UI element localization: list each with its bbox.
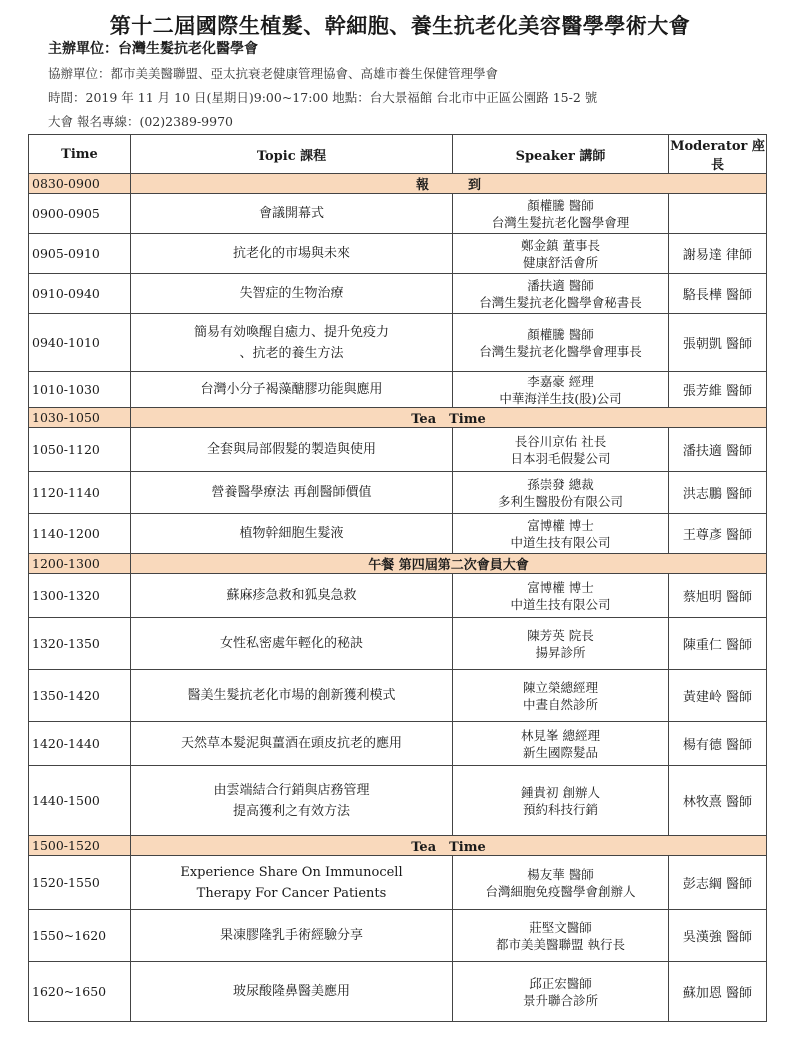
- break-label: 午餐 第四屆第二次會員大會: [131, 554, 767, 574]
- header-speaker: Speaker 講師: [453, 135, 669, 174]
- row-moderator: 謝易達 律師: [669, 234, 767, 274]
- row-topic: [131, 234, 453, 274]
- row-speaker: [453, 234, 669, 274]
- row-moderator: 潘扶適 醫師: [669, 428, 767, 472]
- row-time: 0830-0900: [29, 174, 131, 194]
- row-time: 1030-1050: [29, 408, 131, 428]
- row-time: 0940-1010: [29, 314, 131, 372]
- speaker-line: 林見峯 總經理: [521, 727, 600, 743]
- table-row: [29, 428, 767, 472]
- row-speaker: [453, 962, 669, 1022]
- speaker-line: 中晝自然診所: [522, 696, 598, 712]
- row-time: 0900-0905: [29, 194, 131, 234]
- row-time: 1200-1300: [29, 554, 131, 574]
- row-time: 1300-1320: [29, 574, 131, 618]
- row-topic: [131, 766, 453, 836]
- topic-line: 台灣小分子褐藻醣膠功能與應用: [200, 382, 383, 397]
- header-moderator: Moderator 座長: [669, 135, 767, 174]
- row-time: 1500-1520: [29, 836, 131, 856]
- topic-line: 天然草本髮泥與薑酒在頭皮抗老的應用: [180, 736, 402, 751]
- speaker-line: 中華海洋生技(股)公司: [499, 390, 622, 406]
- row-moderator: 陳重仁 醫師: [669, 618, 767, 670]
- row-topic: [131, 372, 453, 408]
- row-moderator: 蔡旭明 醫師: [669, 574, 767, 618]
- table-row: [29, 234, 767, 274]
- row-topic: [131, 574, 453, 618]
- row-speaker: [453, 274, 669, 314]
- speaker-line: 中道生技有限公司: [510, 596, 611, 612]
- header-topic: Topic 課程: [131, 135, 453, 174]
- break-label: 報 到: [131, 174, 767, 194]
- row-moderator: 駱長樺 醫師: [669, 274, 767, 314]
- time-place-line: 時間：2019 年 11 月 10 日(星期日)9:00~17:00 地點：台大景福館 台北市中正區公園路 15-2 號: [48, 90, 598, 105]
- row-topic: [131, 314, 453, 372]
- row-topic: [131, 618, 453, 670]
- speaker-line: 富博權 博士: [527, 579, 594, 595]
- topic-line: Experience Share On Immunocell: [180, 864, 403, 880]
- row-moderator: 楊有德 醫師: [669, 722, 767, 766]
- row-speaker: [453, 194, 669, 234]
- break-label: Tea Time: [131, 836, 767, 856]
- table-row: [29, 910, 767, 962]
- break-row: [29, 554, 767, 574]
- table-row: [29, 856, 767, 910]
- row-moderator: 王尊彥 醫師: [669, 514, 767, 554]
- schedule-body: [29, 174, 767, 1022]
- topic-line: 玻尿酸隆鼻醫美應用: [232, 984, 350, 999]
- row-speaker: [453, 372, 669, 408]
- row-moderator: 林牧熹 醫師: [669, 766, 767, 836]
- speaker-line: 台灣細胞免疫醫學會創辦人: [485, 883, 636, 899]
- row-moderator: 張朝凱 醫師: [669, 314, 767, 372]
- speaker-line: 潘扶適 醫師: [527, 277, 594, 293]
- table-row: [29, 314, 767, 372]
- row-speaker: [453, 428, 669, 472]
- speaker-line: 新生國際髮品: [522, 744, 598, 760]
- row-time: 1010-1030: [29, 372, 131, 408]
- table-row: [29, 670, 767, 722]
- row-topic: [131, 194, 453, 234]
- speaker-line: 楊友華 醫師: [527, 866, 594, 882]
- speaker-line: 台灣生髮抗老化醫學會理事長: [479, 343, 642, 359]
- speaker-line: 台灣生髮抗老化醫學會秘書長: [479, 294, 642, 310]
- topic-line: 提高獲利之有效方法: [232, 803, 350, 819]
- speaker-line: 孫崇發 總裁: [527, 476, 594, 492]
- row-topic: [131, 670, 453, 722]
- row-time: 1550~1620: [29, 910, 131, 962]
- row-speaker: [453, 722, 669, 766]
- table-row: [29, 372, 767, 408]
- row-speaker: [453, 514, 669, 554]
- topic-line: 醫美生髮抗老化市場的創新獲利模式: [187, 688, 396, 703]
- row-speaker: [453, 766, 669, 836]
- row-topic: [131, 910, 453, 962]
- row-moderator: 蘇加恩 醫師: [669, 962, 767, 1022]
- break-label: Tea Time: [131, 408, 767, 428]
- row-time: 1120-1140: [29, 472, 131, 514]
- co-organizer-line: 協辦單位：都市美美醫聯盟、亞太抗衰老健康管理協會、高雄市養生保健管理學會: [48, 66, 499, 81]
- table-row: [29, 274, 767, 314]
- topic-line: 營養醫學療法 再創醫師價值: [211, 485, 372, 500]
- topic-line: 簡易有効喚醒自癒力、提升免疫力: [193, 324, 389, 340]
- row-topic: [131, 962, 453, 1022]
- row-speaker: [453, 574, 669, 618]
- row-topic: [131, 514, 453, 554]
- speaker-line: 鍾貴初 創辦人: [521, 784, 600, 800]
- row-moderator: 吳漢強 醫師: [669, 910, 767, 962]
- speaker-line: 多利生醫股份有限公司: [497, 493, 623, 509]
- topic-line: 植物幹細胞生髮液: [239, 526, 344, 541]
- table-row: [29, 722, 767, 766]
- table-row: [29, 194, 767, 234]
- speaker-line: 長谷川京佑 社長: [514, 433, 607, 449]
- topic-line: 女性私密處年輕化的秘訣: [219, 636, 363, 651]
- row-time: 1440-1500: [29, 766, 131, 836]
- row-moderator: 黃建岭 醫師: [669, 670, 767, 722]
- topic-line: 蘇麻疹急救和狐臭急救: [226, 588, 357, 603]
- speaker-line: 李嘉豪 經理: [527, 373, 594, 389]
- break-row: [29, 408, 767, 428]
- speaker-line: 預約科技行銷: [522, 801, 598, 817]
- row-time: 0905-0910: [29, 234, 131, 274]
- row-moderator: 洪志鵬 醫師: [669, 472, 767, 514]
- row-time: 0910-0940: [29, 274, 131, 314]
- topic-line: 抗老化的市場與未來: [232, 246, 350, 261]
- row-speaker: [453, 670, 669, 722]
- row-time: 1350-1420: [29, 670, 131, 722]
- speaker-line: 揚昇診所: [535, 644, 586, 660]
- row-speaker: [453, 314, 669, 372]
- row-topic: [131, 472, 453, 514]
- row-time: 1520-1550: [29, 856, 131, 910]
- hotline-line: 大會 報名專線：(02)2389-9970: [48, 114, 233, 129]
- topic-line: 失智症的生物治療: [239, 286, 344, 301]
- table-row: [29, 574, 767, 618]
- header-time: Time: [29, 135, 131, 174]
- row-time: 1050-1120: [29, 428, 131, 472]
- topic-line: 全套與局部假髮的製造與使用: [206, 442, 376, 457]
- topic-line: 由雲端結合行銷與店務管理: [213, 782, 370, 798]
- table-row: [29, 618, 767, 670]
- speaker-line: 莊堅文醫師: [529, 919, 592, 935]
- row-speaker: [453, 618, 669, 670]
- row-topic: [131, 428, 453, 472]
- organizer-line: 主辦單位：台灣生髮抗老化醫學會: [48, 41, 258, 57]
- table-row: [29, 766, 767, 836]
- topic-line: 果凍膠隆乳手術經驗分享: [219, 928, 363, 943]
- speaker-line: 富博權 博士: [527, 517, 594, 533]
- table-row: [29, 514, 767, 554]
- row-moderator: [669, 194, 767, 234]
- row-speaker: [453, 856, 669, 910]
- speaker-line: 鄭金鎮 董事長: [521, 237, 600, 253]
- speaker-line: 中道生技有限公司: [510, 534, 611, 550]
- speaker-line: 台灣生髮抗老化醫學會理: [491, 214, 630, 230]
- row-moderator: 彭志綱 醫師: [669, 856, 767, 910]
- topic-line: Therapy For Cancer Patients: [196, 885, 387, 901]
- row-topic: [131, 722, 453, 766]
- break-row: [29, 836, 767, 856]
- row-topic: [131, 274, 453, 314]
- page-title: 第十二屆國際生植髮、幹細胞、養生抗老化美容醫學學術大會: [109, 13, 691, 38]
- row-time: 1320-1350: [29, 618, 131, 670]
- row-speaker: [453, 472, 669, 514]
- topic-line: 會議開幕式: [258, 206, 324, 221]
- table-row: [29, 472, 767, 514]
- row-speaker: [453, 910, 669, 962]
- speaker-line: 顏權騰 醫師: [527, 197, 594, 213]
- speaker-line: 陳芳英 院長: [527, 627, 594, 643]
- schedule-table: [28, 134, 767, 1022]
- row-time: 1140-1200: [29, 514, 131, 554]
- break-row: [29, 174, 767, 194]
- speaker-line: 日本羽毛假髮公司: [510, 450, 611, 466]
- speaker-line: 景升聯合診所: [522, 992, 598, 1008]
- speaker-line: 陳立榮總經理: [522, 679, 598, 695]
- row-topic: [131, 856, 453, 910]
- speaker-line: 健康舒活會所: [522, 254, 598, 270]
- speaker-line: 邱正宏醫師: [529, 975, 592, 991]
- table-row: [29, 962, 767, 1022]
- topic-line: 、抗老的養生方法: [239, 345, 344, 361]
- row-time: 1620~1650: [29, 962, 131, 1022]
- table-header-row: [29, 135, 767, 174]
- speaker-line: 都市美美醫聯盟 執行長: [496, 936, 625, 952]
- speaker-line: 顏權騰 醫師: [527, 326, 594, 342]
- row-moderator: 張芳維 醫師: [669, 372, 767, 408]
- row-time: 1420-1440: [29, 722, 131, 766]
